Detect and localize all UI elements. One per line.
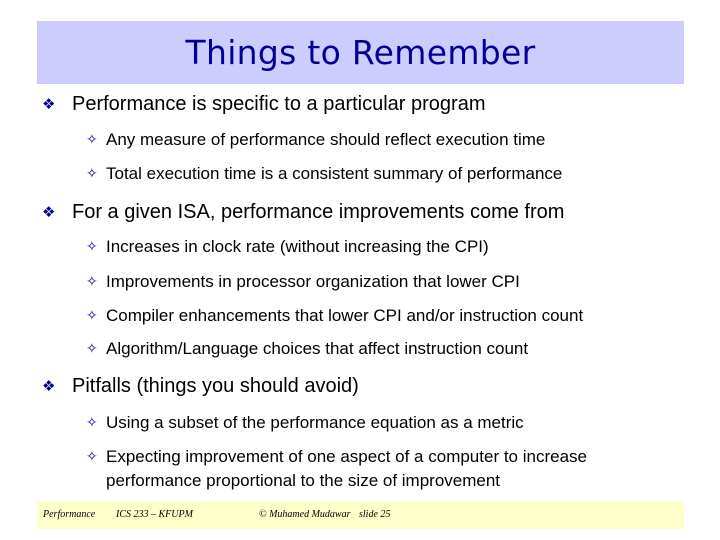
- star-bullet-icon: ✧: [86, 132, 98, 148]
- bullet-item-2: [42, 200, 564, 224]
- star-bullet-icon: ✧: [86, 341, 98, 357]
- sub-bullet-text: Expecting improvement of one aspect of a computer to increase: [106, 447, 587, 466]
- star-bullet-icon: ✧: [86, 415, 98, 431]
- sub-bullet-item: [86, 235, 489, 259]
- sub-bullet-text: Algorithm/Language choices that affect instruction count: [106, 339, 529, 358]
- star-bullet-icon: ✧: [86, 449, 98, 465]
- star-bullet-icon: ✧: [86, 166, 98, 182]
- sub-bullet-item: [86, 162, 562, 186]
- diamond-bullet-icon: ❖: [42, 203, 56, 221]
- bullet-item-1: [42, 92, 486, 116]
- star-bullet-icon: ✧: [86, 274, 98, 290]
- footer-topic: Performance: [43, 509, 96, 520]
- sub-bullet-item: [86, 270, 520, 294]
- sub-bullet-item: [86, 411, 524, 435]
- bullet-text: For a given ISA, performance improvements come from: [72, 201, 565, 223]
- bullet-text: Pitfalls (things you should avoid): [72, 375, 359, 397]
- slide-footer: [37, 501, 684, 529]
- footer-course: ICS 233 – KFUPM: [116, 509, 193, 520]
- sub-bullet-item: [86, 337, 528, 361]
- star-bullet-icon: ✧: [86, 239, 98, 255]
- sub-bullet-item: [86, 128, 545, 152]
- bullet-item-3: [42, 374, 359, 398]
- footer-slide-number: slide 25: [359, 509, 391, 520]
- diamond-bullet-icon: ❖: [42, 95, 56, 113]
- slide-title: Things to Remember: [185, 33, 536, 72]
- star-bullet-icon: ✧: [86, 308, 98, 324]
- sub-bullet-text: performance proportional to the size of improvement: [106, 471, 501, 490]
- sub-bullet-item: [86, 445, 587, 469]
- sub-bullet-text: Improvements in processor organization that lower CPI: [106, 272, 520, 291]
- diamond-bullet-icon: ❖: [42, 377, 56, 395]
- sub-bullet-continuation: [106, 469, 500, 493]
- bullet-text: Performance is specific to a particular program: [72, 93, 486, 115]
- sub-bullet-text: Increases in clock rate (without increasing the CPI): [106, 237, 489, 256]
- sub-bullet-text: Any measure of performance should reflect execution time: [106, 130, 546, 149]
- sub-bullet-item: [86, 304, 583, 328]
- sub-bullet-text: Total execution time is a consistent summary of performance: [106, 164, 563, 183]
- sub-bullet-text: Using a subset of the performance equation as a metric: [106, 413, 524, 432]
- sub-bullet-text: Compiler enhancements that lower CPI and/or instruction count: [106, 306, 584, 325]
- footer-credit: © Muhamed Mudawar: [259, 509, 351, 520]
